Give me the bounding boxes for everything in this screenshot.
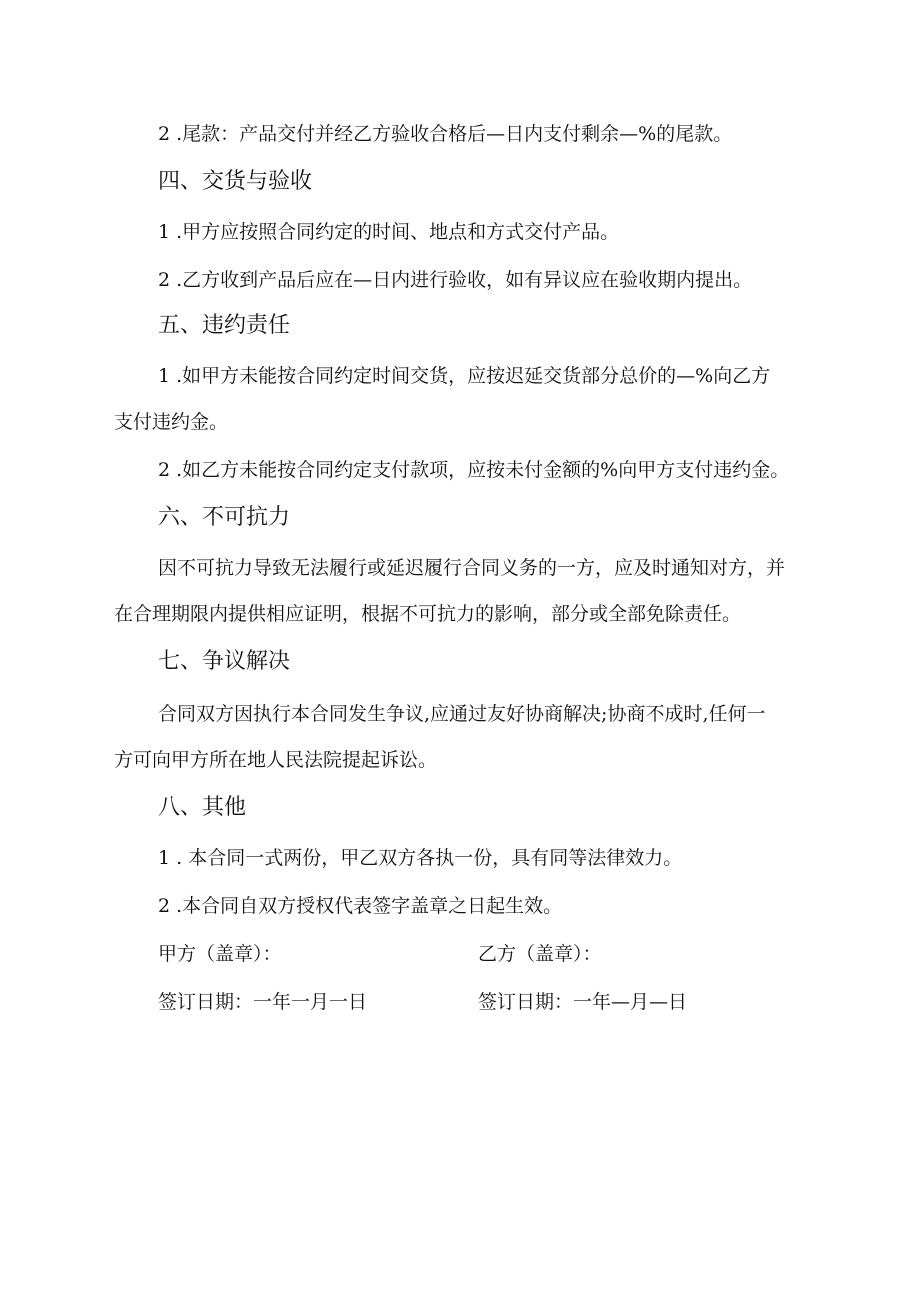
party-b-sign-date: 签订日期：一年—月—日 (478, 991, 688, 1013)
other-item-1: 1 . 本合同一式两份，甲乙双方各执一份，具有同等法律效力。 (158, 847, 683, 869)
section-heading-dispute: 七、争议解决 (158, 649, 291, 674)
party-a-sign-date: 签订日期：一年一月一日 (158, 991, 368, 1013)
force-majeure-line-2: 在合理期限内提供相应证明，根据不可抗力的影响，部分或全部免除责任。 (114, 603, 742, 625)
section-heading-breach: 五、违约责任 (158, 313, 291, 338)
payment-item-2: 2 .尾款：产品交付并经乙方验收合格后—日内支付剩余—%的尾款。 (158, 123, 733, 145)
dispute-line-1: 合同双方因执行本合同发生争议,应通过友好协商解决;协商不成时,任何一 (158, 703, 766, 725)
party-b-seal-label: 乙方（盖章）： (478, 943, 602, 965)
other-item-2: 2 .本合同自双方授权代表签字盖章之日起生效。 (158, 895, 563, 917)
force-majeure-line-1: 因不可抗力导致无法履行或延迟履行合同义务的一方，应及时通知对方，并 (158, 557, 786, 579)
dispute-line-2: 方可向甲方所在地人民法院提起诉讼。 (114, 749, 438, 771)
breach-item-1-line-1: 1 .如甲方未能按合同约定时间交货，应按迟延交货部分总价的—%向乙方 (158, 365, 771, 387)
delivery-item-2: 2 .乙方收到产品后应在—日内进行验收，如有异议应在验收期内提出。 (158, 269, 753, 291)
party-a-seal-label: 甲方（盖章）： (158, 943, 282, 965)
section-heading-delivery: 四、交货与验收 (158, 169, 313, 194)
section-heading-force-majeure: 六、不可抗力 (158, 505, 291, 530)
delivery-item-1: 1 .甲方应按照合同约定的时间、地点和方式交付产品。 (158, 221, 620, 243)
breach-item-2: 2 .如乙方未能按合同约定支付款项，应按未付金额的%向甲方支付违约金。 (158, 459, 790, 481)
section-heading-other: 八、其他 (158, 795, 247, 820)
breach-item-1-line-2: 支付违约金。 (114, 411, 229, 433)
